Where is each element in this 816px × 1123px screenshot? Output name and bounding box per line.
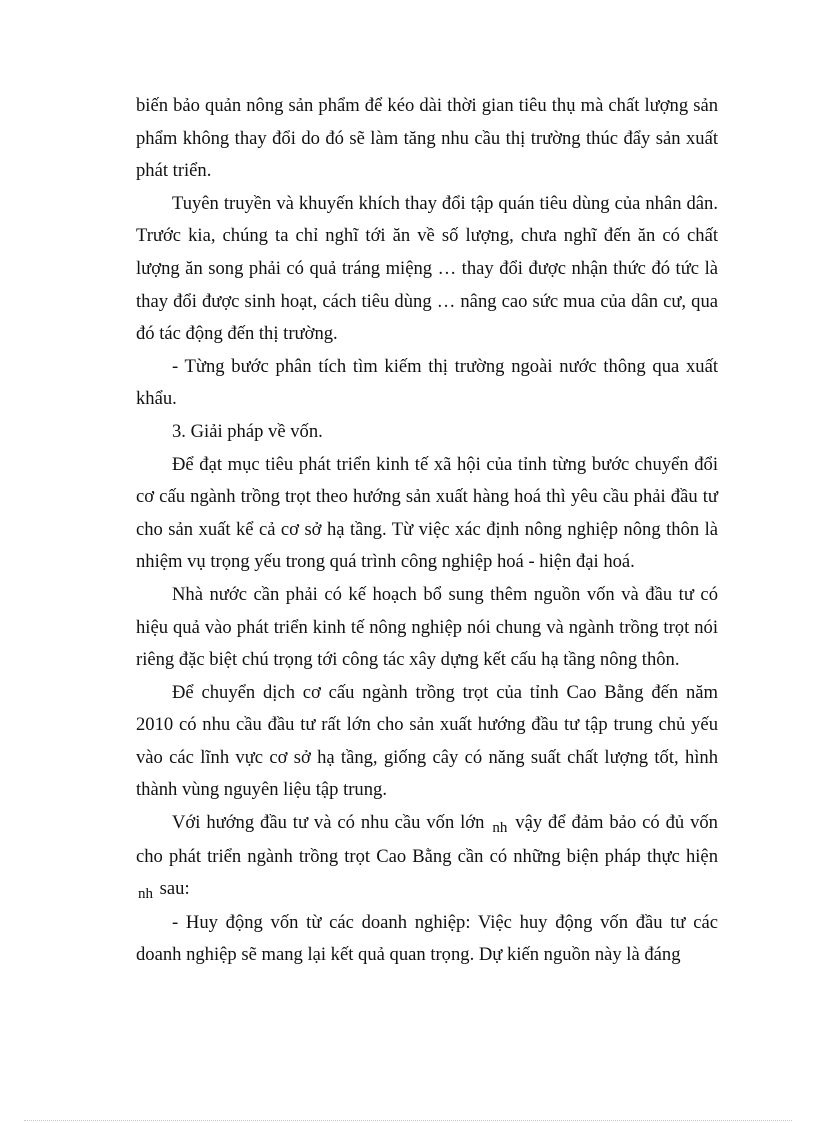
paragraph-export-markets: - Từng bước phân tích tìm kiếm thị trường ngoài nước thông qua xuất khẩu. — [136, 355, 718, 410]
measures-text-part2: vậy để đảm bảo có đủ vốn cho phát triển ngành trồng trọt Cao Bằng cần có những biện pháp thực hiện — [136, 812, 718, 867]
paragraph-continuation: biến bảo quản nông sản phẩm để kéo dài thời gian tiêu thụ mà chất lượng sản phẩm không thay đổi do đó sẽ làm tăng nhu cầu thị trường thúc đẩy sản xuất phát triển. — [136, 95, 718, 182]
body-text — [136, 90, 718, 972]
section-heading-capital: 3. Giải pháp về vốn. — [172, 420, 323, 442]
paragraph-investment-goal: Để đạt mục tiêu phát triển kinh tế xã hội của tỉnh từng bước chuyển đổi cơ cấu ngành trồng trọt theo hướng sản xuất hàng hoá thì yêu cầu phải đầu tư cho sản xuất kể cả cơ sở hạ tầng. Từ việc xác định nông nghiệp nông thôn là nhiệm vụ trọng yếu trong quá trình công nghiệp hoá - hiện đại hoá. — [136, 453, 718, 573]
measures-text-part1: Với hướng đầu tư và có nhu cầu vốn lớn — [172, 812, 485, 834]
page-bottom-dotted-rule — [24, 1120, 792, 1121]
paragraph-state-funding: Nhà nước cần phải có kế hoạch bổ sung thêm nguồn vốn và đầu tư có hiệu quả vào phát triển kinh tế nông nghiệp nói chung và ngành trồng trọt nói riêng đặc biệt chú trọng tới công tác xây dựng kết cấu hạ tầng nông thôn. — [136, 583, 718, 671]
paragraph-capital-measures — [136, 807, 718, 907]
paragraph-enterprise-capital: - Huy động vốn từ các doanh nghiệp: Việc huy động vốn đầu tư các doanh nghiệp sẽ mang lại kết quả quan trọng. Dự kiến nguồn này là đáng — [136, 911, 718, 966]
inline-nh-fragment: nh — [138, 886, 153, 903]
paragraph-consumption-habits: Tuyên truyền và khuyến khích thay đổi tập quán tiêu dùng của nhân dân. Trước kia, chúng ta chỉ nghĩ tới ăn về số lượng, chưa nghĩ đến ăn có chất lượng ăn song phải có quả tráng miệng … thay đổi được nhận thức đó tức là thay đổi được sinh hoạt, cách tiêu dùng … nâng cao sức mua của dân cư, qua đó tác động đến thị trường. — [136, 192, 718, 345]
inline-nh-fragment: nh — [492, 820, 508, 837]
paragraph-cao-bang-2010: Để chuyển dịch cơ cấu ngành trồng trọt của tỉnh Cao Bằng đến năm 2010 có nhu cầu đầu tư rất lớn cho sản xuất hướng đầu tư tập trung chủ yếu vào các lĩnh vực cơ sở hạ tầng, giống cây có năng suất chất lượng tốt, hình thành vùng nguyên liệu tập trung. — [136, 681, 718, 801]
measures-text-part3: sau: — [159, 878, 190, 900]
